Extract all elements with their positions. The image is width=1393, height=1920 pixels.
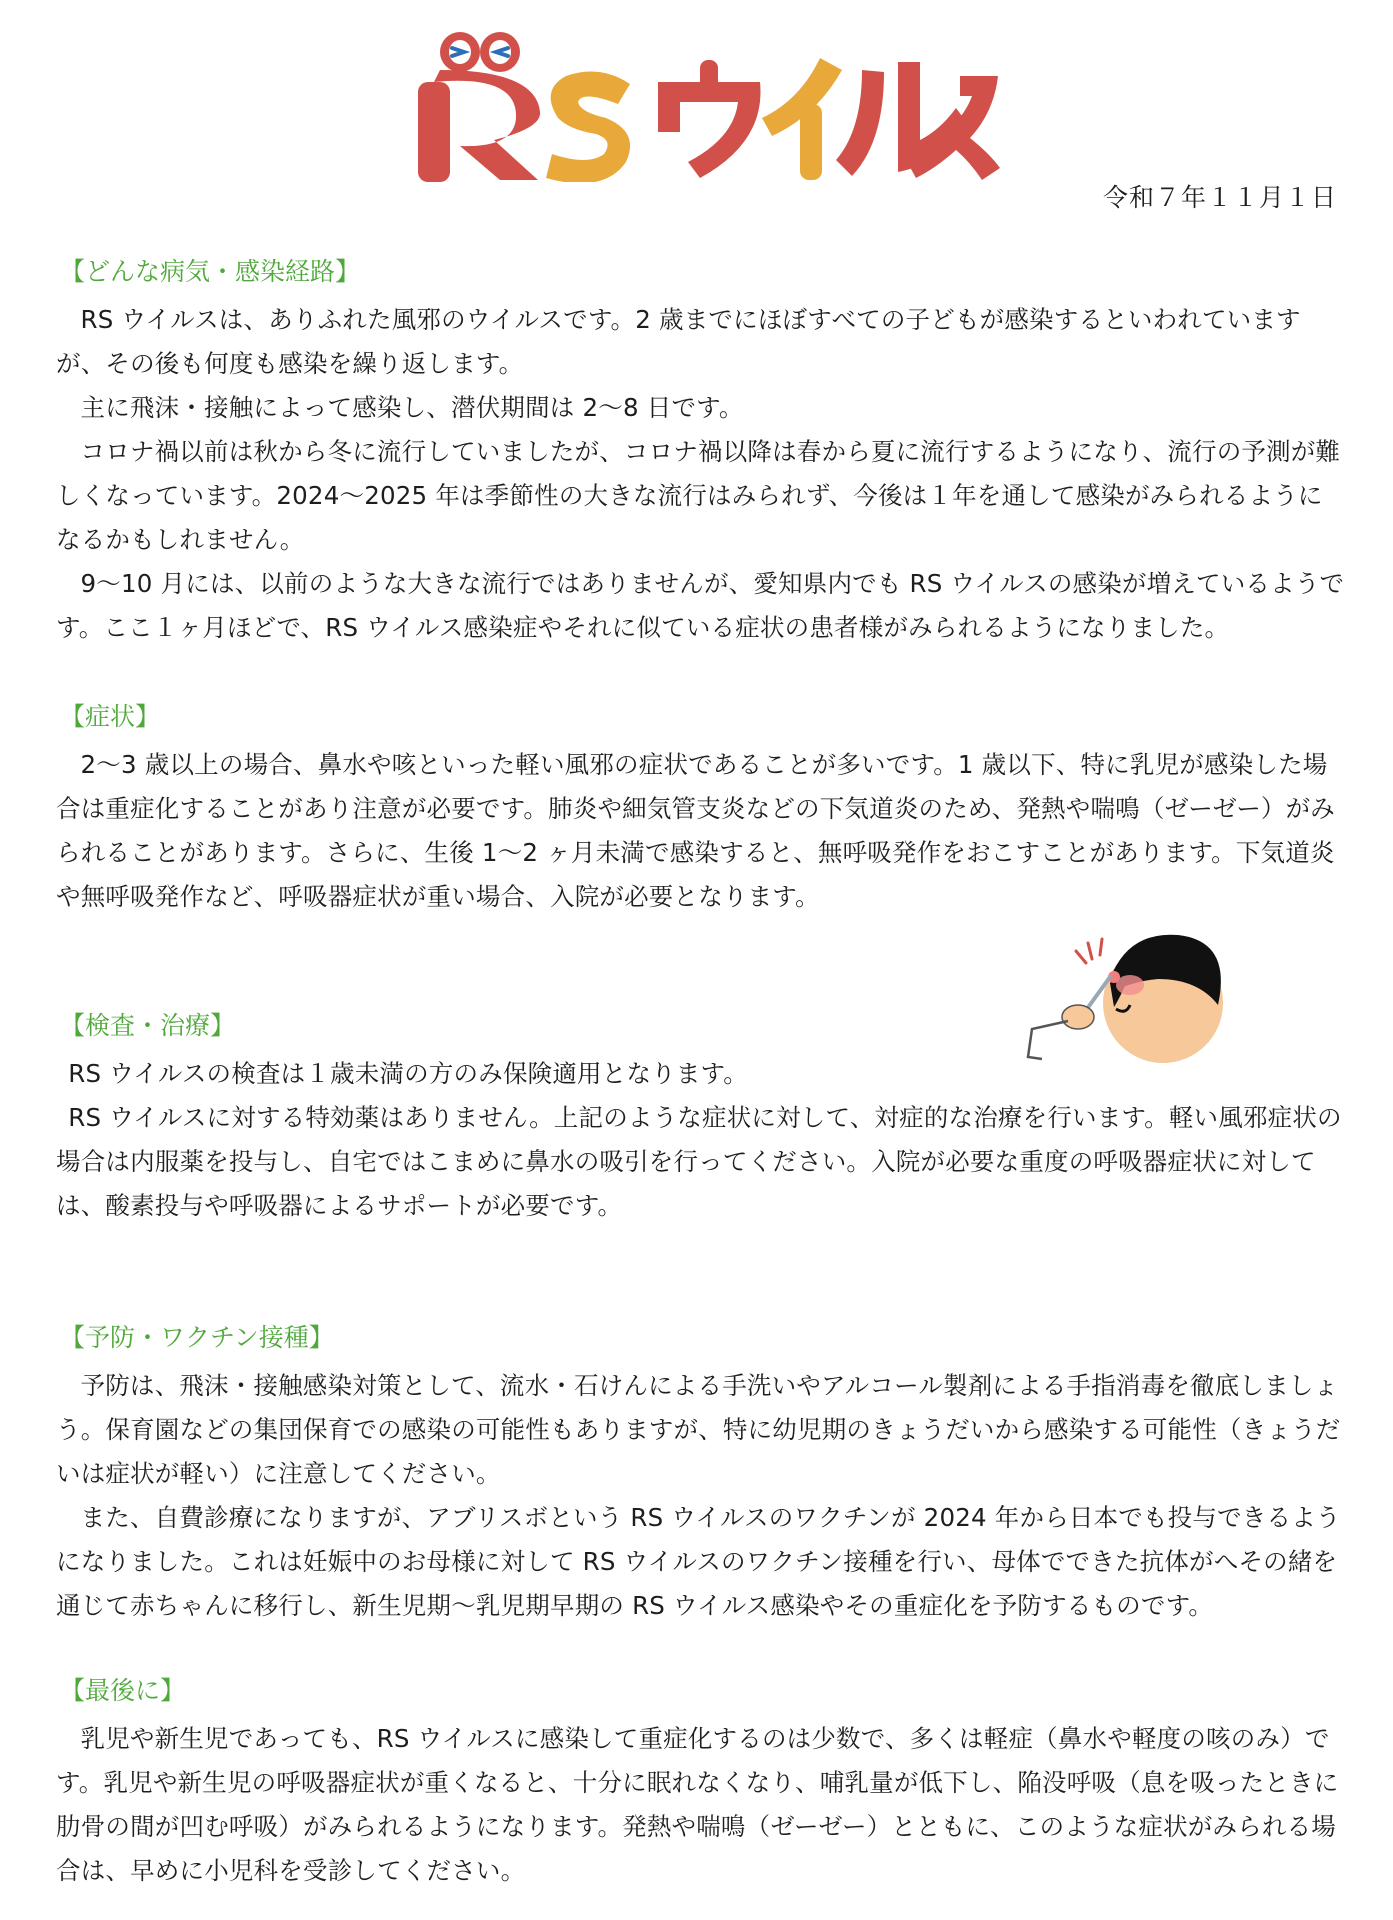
paragraph: 9～10 月には、以前のような大きな流行ではありませんが、愛知県内でも RS ウイルスの感染が増えているようです。ここ１ヶ月ほどで、RS ウイルス感染症やそれに似ている症状の患者様がみられるようになりました。 — [56, 569, 1345, 642]
logo-letter-s — [546, 72, 630, 183]
logo-letter-r — [418, 70, 540, 182]
paragraph: 主に飛沫・接触によって感染し、潜伏期間は 2～8 日です。 — [80, 393, 744, 422]
section-prevention-vaccine — [56, 1318, 1346, 1628]
paragraph: コロナ禍以前は秋から冬に流行していましたが、コロナ禍以降は春から夏に流行するようになり、流行の予測が難しくなっています。2024～2025 年は季節性の大きな流行はみられず、今後は１年を通して感染がみられるようになるかもしれません。 — [56, 437, 1341, 554]
section-heading: 【どんな病気・感染経路】 — [60, 257, 361, 286]
logo-letter-su — [906, 76, 1000, 180]
section-disease-transmission — [56, 252, 1346, 650]
paragraph: RS ウイルスは、ありふれた風邪のウイルスです。2 歳までにほぼすべての子どもが感染するといわれていますが、その後も何度も感染を繰り返します。 — [56, 305, 1301, 378]
logo-letter-i — [762, 58, 842, 180]
paragraph: RS ウイルスの検査は１歳未満の方のみ保険適用となります。 — [68, 1059, 748, 1088]
paragraph: 2～3 歳以上の場合、鼻水や咳といった軽い風邪の症状であることが多いです。1 歳以下、特に乳児が感染した場合は重症化することがあり注意が必要です。肺炎や細気管支炎などの下気道炎のため、発熱や喘鳴（ゼーゼー）がみられることがあります。さらに、生後 1～2 ヶ月未満で感染すると、無呼吸発作をおこすことがあります。下気道炎や無呼吸発作など、呼吸器症状が重い場合、入院が必要となります。 — [56, 750, 1336, 911]
section-heading: 【症状】 — [60, 702, 161, 731]
paragraph: 乳児や新生児であっても、RS ウイルスに感染して重症化するのは少数で、多くは軽症（鼻水や軽度の咳のみ）です。乳児や新生児の呼吸器症状が重くなると、十分に眠れなくなり、哺乳量が低下し、陥没呼吸（息を吸ったときに肋骨の間が凹む呼吸）がみられるようになります。発熱や喘鳴（ゼーゼー）とともに、このような症状がみられる場合は、早めに小児科を受診してください。 — [56, 1724, 1339, 1885]
virus-eyes-icon — [440, 32, 520, 72]
paragraph: RS ウイルスに対する特効薬はありません。上記のような症状に対して、対症的な治療を行います。軽い風邪症状の場合は内服薬を投与し、自宅ではこまめに鼻水の吸引を行ってください。入院が必要な重度の呼吸器症状に対しては、酸素投与や呼吸器によるサポートが必要です。 — [56, 1103, 1342, 1220]
paragraph: 予防は、飛沫・接触感染対策として、流水・石けんによる手洗いやアルコール製剤による手指消毒を徹底しましょう。保育園などの集団保育での感染の可能性もありますが、特に幼児期のきょうだいから感染する可能性（きょうだいは症状が軽い）に注意してください。 — [56, 1371, 1341, 1488]
logo-letter-ru — [836, 62, 968, 176]
issue-date: 令和７年１１月１日 — [1102, 183, 1337, 212]
section-symptoms — [56, 697, 1346, 919]
section-heading: 【最後に】 — [60, 1676, 186, 1705]
rs-virus-logo — [400, 22, 1000, 182]
section-heading: 【予防・ワクチン接種】 — [60, 1323, 334, 1352]
paragraph: また、自費診療になりますが、アブリスボという RS ウイルスのワクチンが 2024 年から日本でも投与できるようになりました。これは妊娠中のお母様に対して RS ウイルスのワクチン接種を行い、母体でできた抗体がへその緒を通じて赤ちゃんに移行し、新生児期～乳児期早期の RS ウイルス感染やその重症化を予防するものです。 — [56, 1503, 1341, 1620]
section-testing-treatment — [56, 1006, 1346, 1228]
section-heading: 【検査・治療】 — [60, 1011, 236, 1040]
section-conclusion — [56, 1671, 1346, 1893]
logo-letter-u — [658, 60, 761, 178]
